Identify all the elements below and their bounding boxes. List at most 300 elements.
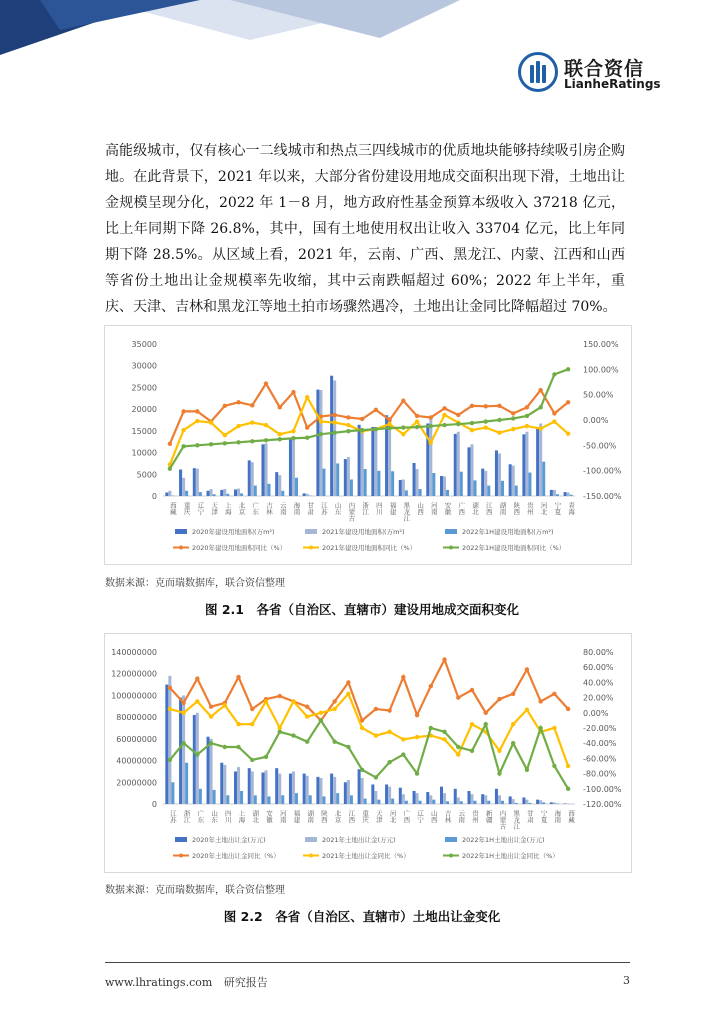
fig2-line-point [470, 749, 474, 753]
fig1-category-label: 吉林 [265, 502, 273, 515]
fig1-line-point [566, 400, 570, 404]
fig2-line-point [566, 764, 570, 768]
fig2-bar [289, 774, 292, 804]
fig2-bar [443, 793, 446, 804]
fig2-category-label: 湖北 [251, 810, 260, 823]
fig2-line-point [552, 726, 556, 730]
fig1-bar [251, 462, 254, 496]
fig1-bar [322, 469, 325, 496]
fig2-line-point [236, 722, 240, 726]
fig2-bar [470, 794, 473, 804]
fig1-bar [179, 470, 182, 496]
fig2-left-tick: 60000000 [116, 734, 157, 744]
fig1-category-label: 黑龙江 [402, 502, 411, 522]
fig2-bar [347, 780, 350, 804]
fig1-legend-marker [449, 546, 453, 550]
fig2-line-point [442, 737, 446, 741]
fig2-category-label: 黑龙江 [512, 810, 521, 830]
fig2-bar [213, 790, 216, 804]
fig2-line-point [552, 692, 556, 696]
fig1-line-point [181, 444, 185, 448]
fig2-line-point [305, 739, 309, 743]
fig1-category-label: 广西 [457, 502, 466, 515]
fig2-line-point [291, 699, 295, 703]
fig1-line-point [332, 420, 336, 424]
fig2-bar [361, 778, 364, 804]
fig2-category-label: 贵州 [471, 810, 479, 823]
fig1-legend-swatch [305, 529, 317, 534]
fig2-line-point [236, 745, 240, 749]
fig1-line-point [181, 428, 185, 432]
fig1-bar [419, 489, 422, 496]
fig1-bar [536, 427, 539, 496]
fig1-category-label: 西藏 [168, 502, 177, 515]
fig2-right-tick: -120.00% [583, 800, 622, 809]
fig1-category-label: 北京 [237, 502, 246, 515]
fig2-category-label: 四川 [223, 810, 232, 823]
fig2-bar [251, 771, 254, 804]
fig2-bar [405, 801, 408, 804]
fig2-category-label: 安徽 [265, 810, 273, 823]
fig1-line-point [470, 421, 474, 425]
fig1-bar [454, 434, 457, 496]
fig2-line-point [168, 686, 172, 690]
fig1-line-point [511, 416, 515, 420]
fig2-line-point [209, 741, 213, 745]
fig1-line-point [387, 418, 391, 422]
fig1-bar [556, 494, 559, 496]
fig1-line-series [170, 384, 568, 444]
fig2-bar [564, 803, 567, 804]
fig2-line-point [429, 726, 433, 730]
fig1-legend-marker [309, 546, 313, 550]
logo-english-name: LianheRatings [564, 77, 661, 91]
fig1-line-series [170, 369, 568, 468]
fig1-line-point [497, 418, 501, 422]
fig1-bar [509, 464, 512, 496]
fig1-line-point [401, 399, 405, 403]
fig1-bar [498, 453, 501, 496]
fig2-line-point [264, 755, 268, 759]
fig1-bar [261, 444, 264, 496]
fig2-right-tick: -100.00% [583, 784, 622, 794]
fig2-bar [553, 802, 556, 804]
fig1-bar [371, 427, 374, 496]
lianhe-ratings-logo [518, 52, 688, 96]
logo-chinese-name: 联合资信 [564, 58, 645, 80]
fig1-bar [295, 478, 298, 496]
fig2-bar [550, 802, 553, 804]
fig1-line-point [538, 426, 542, 430]
fig2-line-point [305, 714, 309, 718]
fig2-bar [226, 795, 229, 804]
fig1-left-tick: 0 [151, 492, 157, 501]
fig2-bar [512, 799, 515, 804]
fig1-line-point [264, 438, 268, 442]
fig1-category-label: 宁夏 [553, 502, 562, 515]
fig2-bar [344, 782, 347, 804]
fig1-bar [399, 480, 402, 496]
fig1-bar [347, 457, 350, 496]
fig1-right-tick: -50.00% [583, 441, 617, 451]
fig2-bar [185, 763, 188, 804]
fig1-line-point [195, 409, 199, 413]
fig1-category-label: 福建 [388, 502, 397, 515]
fig2-line-point [291, 733, 295, 737]
figure1-chart [105, 326, 631, 564]
fig1-right-tick: -100.00% [583, 466, 622, 476]
fig2-line-point [511, 722, 515, 726]
fig2-bar [196, 713, 199, 804]
fig2-line-point [442, 730, 446, 734]
fig2-line-point [319, 718, 323, 722]
fig2-left-tick: 20000000 [116, 778, 157, 788]
fig2-bar [542, 802, 545, 804]
fig2-bar [413, 791, 416, 804]
fig1-category-label: 湖南 [498, 502, 507, 515]
fig2-bar [281, 795, 284, 804]
figure1-caption: 图 2.1 各省（自治区、直辖市）建设用地成交面积变化 [205, 602, 519, 617]
fig1-line-point [346, 423, 350, 427]
fig2-category-label: 上海 [237, 810, 246, 823]
fig1-bar [330, 376, 333, 496]
fig2-category-label: 山东 [210, 810, 219, 823]
fig1-left-tick: 35000 [131, 340, 157, 349]
fig1-line-point [346, 415, 350, 419]
fig2-left-tick: 140000000 [111, 648, 157, 657]
fig1-bar [234, 489, 237, 496]
fig2-legend-label: 2022年1H土地出让金(万元) [462, 836, 545, 844]
figure2-caption: 图 2.2 各省（自治区、直辖市）土地出让金变化 [223, 909, 501, 924]
fig1-line-point [552, 419, 556, 423]
fig1-bar [429, 419, 432, 496]
fig1-bar [470, 444, 473, 496]
fig2-category-label: 西藏 [567, 810, 576, 823]
fig1-line-point [387, 426, 391, 430]
fig2-bar [501, 801, 504, 804]
fig1-bar [364, 469, 367, 496]
fig2-line-point [415, 771, 419, 775]
fig1-bar [165, 493, 168, 496]
fig2-category-label: 山西 [429, 810, 438, 823]
fig2-line-point [278, 694, 282, 698]
fig1-line-point [264, 381, 268, 385]
fig2-line-point [236, 675, 240, 679]
fig1-line-point [470, 404, 474, 408]
fig1-line-point [305, 425, 309, 429]
fig1-category-label: 天津 [210, 502, 219, 515]
fig1-line-point [538, 405, 542, 409]
fig2-line-point [566, 707, 570, 711]
fig1-category-label: 重庆 [182, 502, 191, 515]
body-paragraph [105, 138, 625, 320]
fig1-bar [446, 490, 449, 496]
fig2-line-point [374, 707, 378, 711]
fig2-line-point [250, 758, 254, 762]
fig2-bar [223, 765, 226, 804]
fig2-line-point [278, 730, 282, 734]
fig1-line-point [511, 427, 515, 431]
fig2-category-label: 广西 [402, 810, 411, 823]
fig2-bar [374, 791, 377, 804]
fig2-line-point [497, 697, 501, 701]
fig1-legend-marker [179, 546, 183, 550]
fig1-bar [501, 481, 504, 496]
fig1-bar [432, 473, 435, 496]
fig2-category-label: 浙江 [182, 810, 191, 823]
fig2-line-point [168, 758, 172, 762]
fig2-bar [333, 777, 336, 804]
fig1-line-point [195, 419, 199, 423]
footer-report-type: 研究报告 [223, 976, 268, 989]
fig1-bar [522, 434, 525, 496]
fig2-legend-marker [309, 854, 313, 858]
fig1-category-label: 湖北 [471, 502, 479, 515]
fig2-line-point [209, 705, 213, 709]
fig1-bar [426, 423, 429, 496]
fig2-category-label: 新疆 [484, 810, 493, 823]
fig2-category-label: 辽宁 [416, 810, 425, 823]
fig1-bar [515, 486, 518, 496]
fig1-bar [542, 462, 545, 496]
fig1-line-point [484, 404, 488, 408]
footer-page-number: 3 [623, 974, 630, 987]
fig2-bar [254, 795, 257, 804]
footer-website[interactable]: www.lhratings.com [105, 976, 213, 989]
fig2-line-point [401, 737, 405, 741]
fig1-right-tick: 50.00% [583, 390, 614, 400]
fig2-line-point [195, 699, 199, 703]
fig1-line-point [278, 437, 282, 441]
fig1-line-point [168, 442, 172, 446]
fig2-bar [309, 795, 312, 804]
fig1-bar [550, 490, 553, 496]
fig1-line-point [291, 429, 295, 433]
fig1-line-point [374, 427, 378, 431]
fig2-bar [210, 739, 213, 804]
fig2-bar [429, 795, 432, 804]
fig2-line-point [511, 741, 515, 745]
fig1-line-point [511, 411, 515, 415]
fig2-bar [171, 782, 174, 804]
fig2-legend-marker [449, 854, 453, 858]
fig2-legend-label: 2020年土地出让金(万元) [192, 836, 266, 844]
fig1-category-label: 甘肃 [306, 502, 315, 515]
fig1-bar [443, 476, 446, 496]
fig2-line-point [456, 695, 460, 699]
fig2-bar [295, 793, 298, 804]
fig2-line-point [319, 711, 323, 715]
fig1-legend-label: 2020年建设用地面积同比（%） [192, 544, 287, 552]
fig2-legend-swatch [175, 837, 187, 842]
fig1-bar [281, 491, 284, 496]
fig2-bar [319, 778, 322, 804]
fig1-bar [474, 480, 477, 496]
fig2-line-point [223, 703, 227, 707]
fig2-bar [416, 793, 419, 804]
fig2-bar [268, 796, 271, 804]
fig2-left-tick: 120000000 [111, 669, 157, 679]
fig1-bar [319, 390, 322, 496]
fig2-bar [474, 801, 477, 804]
fig1-line-point [552, 372, 556, 376]
fig1-bar [254, 486, 257, 496]
fig2-bar [556, 803, 559, 804]
fig1-line-point [415, 425, 419, 429]
fig2-line-point [360, 726, 364, 730]
fig2-line-point [470, 722, 474, 726]
fig2-line-point [525, 768, 529, 772]
fig1-legend-swatch [445, 529, 457, 534]
fig2-line-point [374, 733, 378, 737]
fig1-right-tick: 0.00% [583, 416, 609, 425]
fig2-line-point [401, 675, 405, 679]
fig2-bar [199, 789, 202, 804]
fig2-bar [515, 803, 518, 804]
fig1-bar [199, 492, 202, 496]
fig2-line-point [511, 692, 515, 696]
fig2-bar [385, 784, 388, 804]
fig2-category-label: 云南 [457, 810, 466, 823]
fig1-bar [210, 489, 213, 496]
fig2-bar [454, 789, 457, 804]
fig2-bar [457, 797, 460, 804]
fig2-bar [487, 801, 490, 804]
fig1-bar [223, 489, 226, 496]
fig1-bar [336, 463, 339, 496]
fig1-bar [567, 493, 570, 496]
fig1-bar [481, 469, 484, 496]
fig1-category-label: 浙江 [361, 502, 370, 515]
fig1-line-point [401, 432, 405, 436]
fig2-line-point [223, 745, 227, 749]
fig1-category-label: 陕西 [512, 502, 521, 515]
fig2-bar [481, 794, 484, 804]
fig1-category-label: 河北 [539, 502, 548, 515]
fig2-bar [237, 767, 240, 804]
fig2-line-point [332, 699, 336, 703]
fig2-line-point [552, 764, 556, 768]
fig1-line-point [236, 400, 240, 404]
fig2-bar [168, 676, 171, 804]
fig1-bar [207, 491, 210, 496]
fig2-legend-label: 2022年1H土地出让金同比（%） [462, 852, 559, 860]
fig1-line-point [209, 420, 213, 424]
fig2-legend-marker [179, 854, 183, 858]
fig1-line-point [566, 367, 570, 371]
fig2-bar [419, 801, 422, 804]
fig1-bar [413, 463, 416, 496]
fig2-left-tick: 100000000 [111, 691, 157, 701]
fig1-line-point [250, 403, 254, 407]
fig1-bar [525, 432, 528, 496]
fig1-legend-label: 2021年建设用地面积同比（%） [322, 544, 417, 552]
fig2-line-point [442, 657, 446, 661]
fig1-line-point [332, 430, 336, 434]
fig1-bar [182, 478, 185, 496]
fig2-category-label: 重庆 [361, 810, 370, 823]
header-decoration [0, 0, 724, 60]
fig1-bar [275, 472, 278, 496]
fig1-line-point [552, 411, 556, 415]
fig1-category-label: 江西 [484, 502, 493, 515]
fig1-line-point [566, 431, 570, 435]
fig1-line-point [497, 404, 501, 408]
fig2-line-point [195, 752, 199, 756]
fig1-line-point [236, 424, 240, 428]
fig1-bar [196, 469, 199, 496]
fig1-line-point [209, 442, 213, 446]
fig2-legend-label: 2020年土地出让金同比（%） [192, 852, 280, 860]
fig1-bar [316, 390, 319, 496]
figure2-chart-box [104, 633, 632, 873]
fig2-category-label: 海南 [553, 810, 562, 823]
fig1-line-point [415, 419, 419, 423]
fig1-line-point [429, 424, 433, 428]
fig1-bar [512, 466, 515, 496]
fig2-line-point [566, 787, 570, 791]
fig1-bar [344, 459, 347, 496]
fig1-bar [460, 472, 463, 496]
fig1-legend-label: 2020年建设用地面积(万m²) [192, 528, 275, 536]
fig2-line-point [209, 714, 213, 718]
fig1-category-label: 辽宁 [196, 502, 205, 515]
fig2-bar [399, 788, 402, 804]
fig1-line-point [332, 413, 336, 417]
fig1-bar [539, 423, 542, 496]
fig1-bar [292, 437, 295, 496]
fig1-line-point [442, 406, 446, 410]
fig1-line-point [168, 466, 172, 470]
fig2-line-point [360, 768, 364, 772]
fig2-category-label: 陕西 [319, 810, 328, 823]
fig2-line-point [415, 735, 419, 739]
fig2-line-point [181, 711, 185, 715]
fig2-line-point [168, 707, 172, 711]
fig1-category-label: 四川 [374, 502, 383, 515]
fig2-line-point [387, 730, 391, 734]
fig2-legend-swatch [445, 837, 457, 842]
fig2-bar [388, 787, 391, 804]
fig1-line-point [442, 423, 446, 427]
fig2-bar [261, 773, 264, 804]
fig2-line-point [195, 676, 199, 680]
fig2-bar [240, 791, 243, 804]
fig1-bar [440, 476, 443, 496]
fig2-category-label: 广东 [196, 810, 205, 823]
fig1-line-point [456, 422, 460, 426]
fig1-line-point [360, 417, 364, 421]
fig1-bar [361, 430, 364, 496]
fig1-category-label: 江苏 [319, 502, 328, 515]
fig2-line-point [525, 667, 529, 671]
fig1-line-point [278, 432, 282, 436]
fig1-bar [350, 479, 353, 496]
fig1-category-label: 内蒙古 [347, 502, 356, 522]
fig2-category-label: 河北 [388, 810, 397, 823]
footer-divider [105, 962, 630, 963]
fig2-line-point [181, 701, 185, 705]
fig2-category-label: 江西 [347, 810, 356, 823]
fig1-legend-swatch [175, 529, 187, 534]
fig1-line-point [456, 413, 460, 417]
fig1-bar [553, 490, 556, 496]
fig2-bar [402, 794, 405, 804]
fig1-bar [416, 469, 419, 496]
fig1-line-point [401, 425, 405, 429]
fig1-bar [333, 380, 336, 496]
fig1-bar [402, 479, 405, 496]
